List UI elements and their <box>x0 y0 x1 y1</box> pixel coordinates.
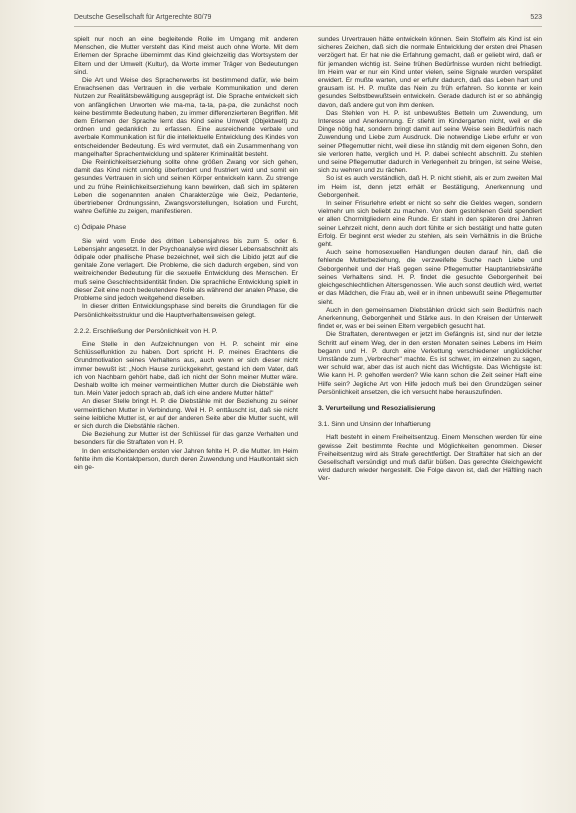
paragraph: In dieser dritten Entwicklungsphase sind bereits die Grundlagen für die Persönlichkeitsstruktur und die Hauptverhaltensweisen gelegt. <box>74 303 298 319</box>
section-heading-2-2-2: 2.2.2. Erschließung der Persönlichkeit von H. P. <box>74 327 218 335</box>
paragraph: Das Stehlen von H. P. ist unbewußtes Betteln um Zuwendung, um Interesse und Anerkennung. Er stiehlt im Kindergarten nicht, weil er die Dinge nötig hat, sondern bringt damit auf seine Weise sein Bedürfnis nach Zuwendung und Liebe zum Ausdruck. Die notwendige Liebe erfuhr er von seiner Pflegemutter nicht, weil diese ihn ständig mit dem eigenen Sohn, den sie verloren hatte, verglich und H. P. dabei schlecht abschnitt. Zu stehlen und seine Pflegemutter dadurch in Verlegenheit zu bringen, ist seine Weise, sich zu wehren und zu rächen. <box>318 109 542 175</box>
section-heading-3: 3. Verurteilung und Resozialisierung <box>318 404 436 412</box>
running-header <box>74 14 542 27</box>
paragraph: Auch seine homosexuellen Handlungen deuten darauf hin, daß die fehlende Mutterbeziehung, die verzweifelte Suche nach Liebe und Geborgenheit und der Haß gegen seine Pflegemutter Hauptantriebskräfte seines Verhaltens sind. H. P. findet die gesuchte Geborgenheit bei gleichgeschlechtlichen Altersgenossen. Wie auch sonst deutlich wird, wertet er das Mädchen, die Frau ab, weil er in ihnen unbewußt seine Pflegemutter sieht. <box>318 249 542 306</box>
paragraph: Die Reinlichkeitserziehung sollte ohne größen Zwang vor sich gehen, damit das Kind nicht unnötig überfordert und frustriert wird und somit ein gesundes Vertrauen in sich und seinen Körper entwickeln kann. Zu strenge und zu frühe Reinlichkeitserziehung kann bewirken, daß sich im späteren Leben die sogenannten analen Charakterzüge wie Geiz, Pedanterie, übertriebener Ordnungssinn, Zwangsvorstellungen, Isolation und Furcht, wahre Gefühle zu zeigen, manifestieren. <box>74 159 298 216</box>
paragraph: spielt nur noch an eine begleitende Rolle im Umgang mit anderen Menschen, die Mutter versteht das Kind meist auch ohne Worte. Mit dem Erlernen der Sprache übernimmt das Kind gleichzeitig das Wortsystem der Eltern und der Umwelt (Kultur), da Worte immer Träger von Bedeutungen sind. <box>74 36 298 76</box>
paragraph: Auch in den gemeinsamen Diebstählen drückt sich sein Bedürfnis nach Anerkennung, Geborgenheit und Stärke aus. In den Kreisen der Unterwelt findet er, was er bei seinen Eltern vergeblich gesucht hat. <box>318 306 542 331</box>
paragraph: Sie wird vom Ende des dritten Lebensjahres bis zum 5. oder 6. Lebensjahr angesetzt. In der Psychoanalyse wird dieser Lebensabschnitt als ödipale oder phallische Phase bezeichnet, weil sich die Libido jetzt auf die genitale Zone verlagert. Die Probleme, die sich dadurch ergeben, sind von weitreichender Bedeutung für die sexuelle Entwicklung des Menschen. Er muß seine Geschlechtsidentität finden. Die sprachliche Entwicklung spielt in dieser Zeit eine noch bedeutendere Rolle als während der analen Phase, die Probleme sind jedoch weitgehend dieselben. <box>74 237 298 303</box>
right-column <box>318 36 542 484</box>
paragraph: An dieser Stelle bringt H. P. die Diebstähle mit der Beziehung zu seiner vermeintlichen Mutter in Verbindung. Weil H. P. enttäuscht ist, daß sie nicht seine leibliche Mutter ist, er auf der anderen Seite aber die Mutter sucht, will er sich durch die Diebstähle rächen. <box>74 398 298 430</box>
paragraph: So ist es auch verständlich, daß H. P. nicht stiehlt, als er zum zweiten Mal im Heim ist, denn jetzt erhält er Bestätigung, Anerkennung und Geborgenheit. <box>318 175 542 199</box>
paragraph: In den entscheidenden ersten vier Jahren fehlte H. P. die Mutter. Im Heim fehlte ihm die Kontaktperson, durch deren Zuwendung und Hautkontakt sich ein ge- <box>74 447 298 471</box>
paragraph: Eine Stelle in den Aufzeichnungen von H. P. scheint mir eine Schlüsselfunktion zu haben. Dort spricht H. P. meines Erachtens die Grundmotivation seines Verhaltens aus, auch wenn er sich dieser nicht immer bewußt ist: „Noch Hause zurückgekehrt, gestand ich dem Vater, daß ich von Nachbarn gehört habe, daß ich nicht der Sohn meiner Mutter wäre. Deshalb wollte ich meiner vermeintlichen Mutter durch die Diebstähle weh tun. Mein Vater jedoch sprach ab, daß ich eine andere Mutter hätte!" <box>74 340 298 398</box>
header-title: Deutsche Gesellschaft für Artgerechte 80/79 <box>74 14 212 21</box>
section-heading-3-1: 3.1. Sinn und Unsinn der Inhaftierung <box>318 421 431 429</box>
paragraph: In seiner Frisurlehre erlebt er nicht so sehr die Geldes wegen, sondern vielmehr um sich beliebt zu machen. Von dem gestohlenen Geld spendiert er allen Chormitgliedern eine Runde. Er stahl in den späteren drei Jahren seiner Lehrzeit nicht, denn auch dort fühlte er sich bestätigt und hatte guten Erfolg. Er beginnt erst wieder zu stehlen, als sein Verhältnis in die Brüche geht. <box>318 200 542 249</box>
section-heading-oedipal: c) Ödipale Phase <box>74 224 127 232</box>
page-number: 523 <box>530 14 542 21</box>
paragraph: Die Straftaten, derentwegen er jetzt im Gefängnis ist, sind nur der letzte Schritt auf einem Weg, der in den ersten Monaten seines Lebens im Heim begann und H. P. durch eine Verkettung verschiedener unglücklicher Umstände zum „Verbrecher" machte. Es ist schwer, im einzelnen zu sagen, wer schuld war, aber das ist auch nicht das Wichtigste. Das Wichtigste ist: Wie kann H. P. geholfen werden? Wie kann schon die Zeit seiner Haft eine Hilfe sein? Jegliche Art von Hilfe jedoch muß bei den Grundzügen seiner Persönlichkeit ansetzen, die ich versucht habe herauszufinden. <box>318 331 542 396</box>
paragraph: sundes Urvertrauen hätte entwickeln können. Sein Stoffelm als Kind ist ein sicheres Zeichen, daß sich die normale Entwicklung der ersten drei Phasen verzögert hat. Er hat nie die Erfahrung gemacht, daß er geliebt wird, daß er für jemanden wichtig ist. Seine frühen Bedürfnisse wurden nicht befriedigt. Im Heim war er nur ein Kind unter vielen, seine Signale wurden verspätet erwidert. Er mußte warten, und er erfuhr dadurch, daß das Leben hart und grausam ist. H. P. mußte das Nein zu früh erfahren. So konnte er kein gesundes Selbstbewußtsein entwickeln. Gerade dadurch ist er so abhängig davon, daß andere gut von ihm denken. <box>318 36 542 109</box>
paragraph: Haft besteht in einem Freiheitsentzug. Einem Menschen werden für eine gewisse Zeit bestimmte Rechte und Möglichkeiten genommen. Dieser Freiheitsentzug wird als Strafe gerechtfertigt. Der Straftäter hat sich an der Gesellschaft versündigt und muß dafür büßen. Das gerechte Gleichgewicht wird dadurch wieder hergestellt. Die Folge davon ist, daß der Häftling nach Ver- <box>318 434 542 483</box>
left-column <box>74 36 298 472</box>
paragraph: Die Art und Weise des Spracherwerbs ist bestimmend dafür, wie beim Erwachsenen das Vertrauen in die verbale Kommunikation und deren Nutzen zur Realitätsbewältigung ausgeprägt ist. Die Sprache entwickelt sich von anfänglichen Urworten wie ma-ma, ta-ta, pa-pa, die zunächst noch keine bestimmte Bedeutung haben, zu immer differenzierteren Begriffen. Mit dem Erlernen der Sprache lernt das Kind seine Umwelt (Objektwelt) zu ordnen und gedanklich zu erfassen. Eine ausreichende verbale und averbale Kommunikation ist für die intellektuelle Entwicklung des Kindes von entscheidender Bedeutung. Es wird vermutet, daß ein Zusammenhang von mangelhafter Sprachentwicklung und späterer Kriminalität besteht. <box>74 77 298 158</box>
paragraph: Die Beziehung zur Mutter ist der Schlüssel für das ganze Verhalten und besonders für die Straftaten von H. P. <box>74 431 298 447</box>
